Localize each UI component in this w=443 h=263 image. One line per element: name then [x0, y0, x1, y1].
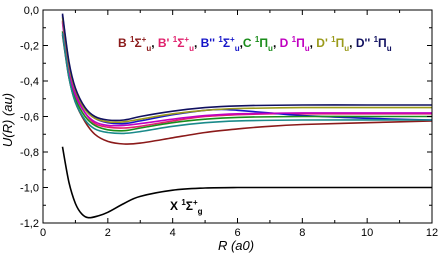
y-tick-label: -0,8 — [20, 147, 39, 159]
y-tick-label: -0,2 — [20, 40, 39, 53]
series-line-8 — [63, 147, 433, 218]
series-line-6 — [63, 14, 433, 121]
legend-entry-3: C — [242, 36, 255, 50]
x-tick-label: 10 — [361, 227, 374, 239]
x-tick-label: 12 — [425, 227, 439, 239]
legend-separator: , — [309, 36, 317, 50]
legend-multiplicity: 1 — [172, 35, 178, 44]
legend-symbol: Π — [259, 36, 269, 50]
legend-entry-x: X — [170, 199, 182, 213]
legend-symbol: Σ — [134, 36, 142, 50]
legend-entry-2: B'' — [200, 36, 219, 50]
y-axis-title: U(R) (au) — [0, 92, 15, 148]
legend-multiplicity: 1 — [331, 35, 336, 44]
legend-parity: + — [184, 35, 190, 44]
x-tick-label: 0 — [39, 227, 47, 239]
legend-separator: , — [193, 36, 201, 50]
y-tick-label: -0,6 — [20, 111, 39, 124]
legend-separator: , — [349, 36, 356, 50]
legend-multiplicity: 1 — [254, 35, 260, 44]
legend-separator: , — [272, 36, 280, 50]
legend-entry-0: B — [118, 36, 130, 50]
y-tick-label: -1,2 — [20, 218, 39, 230]
y-tick-label: -0,4 — [20, 76, 39, 88]
legend-symmetry: g — [197, 207, 203, 216]
legend-symmetry: u — [268, 44, 273, 53]
legend-symmetry: u — [386, 44, 392, 53]
y-tick-label: -1,0 — [20, 182, 39, 195]
legend-separator: , — [151, 36, 158, 50]
legend-parity: + — [193, 198, 198, 207]
x-tick-label: 6 — [234, 227, 241, 239]
x-axis-title: R (a0) — [217, 238, 255, 253]
x-tick-label: 2 — [104, 227, 111, 239]
legend-entry-1: B' — [157, 36, 173, 50]
legend-entry-6: D'' — [355, 36, 374, 50]
legend-symmetry: u — [304, 44, 310, 53]
y-tick-label: 0,0 — [23, 5, 39, 17]
legend-symbol: Σ — [185, 199, 193, 213]
x-tick-label: 4 — [169, 227, 176, 239]
legend-symbol: Σ — [222, 36, 231, 50]
legend-entry-5: D' — [316, 36, 332, 50]
legend-symbol: Π — [335, 36, 345, 50]
legend-multiplicity: 1 — [291, 35, 297, 44]
legend — [118, 35, 392, 53]
legend-symbol: Σ — [177, 36, 185, 50]
legend-multiplicity: 1 — [130, 35, 135, 44]
legend-symbol: Π — [296, 36, 305, 50]
legend-multiplicity: 1 — [373, 35, 379, 44]
x-tick-label: 8 — [299, 227, 306, 239]
legend-symbol: Π — [378, 36, 387, 50]
x-state-label — [170, 198, 203, 216]
legend-parity: + — [230, 35, 235, 44]
legend-symmetry: u — [234, 44, 240, 53]
legend-symmetry: u — [189, 44, 194, 53]
legend-parity: + — [141, 35, 147, 44]
legend-multiplicity: 1 — [218, 35, 223, 44]
legend-symmetry: u — [146, 44, 152, 53]
legend-entry-4: D — [279, 36, 292, 50]
legend-symmetry: u — [344, 44, 350, 53]
legend-separator: , — [239, 36, 243, 50]
series-line-5 — [63, 17, 433, 122]
legend-multiplicity: 1 — [181, 198, 186, 207]
